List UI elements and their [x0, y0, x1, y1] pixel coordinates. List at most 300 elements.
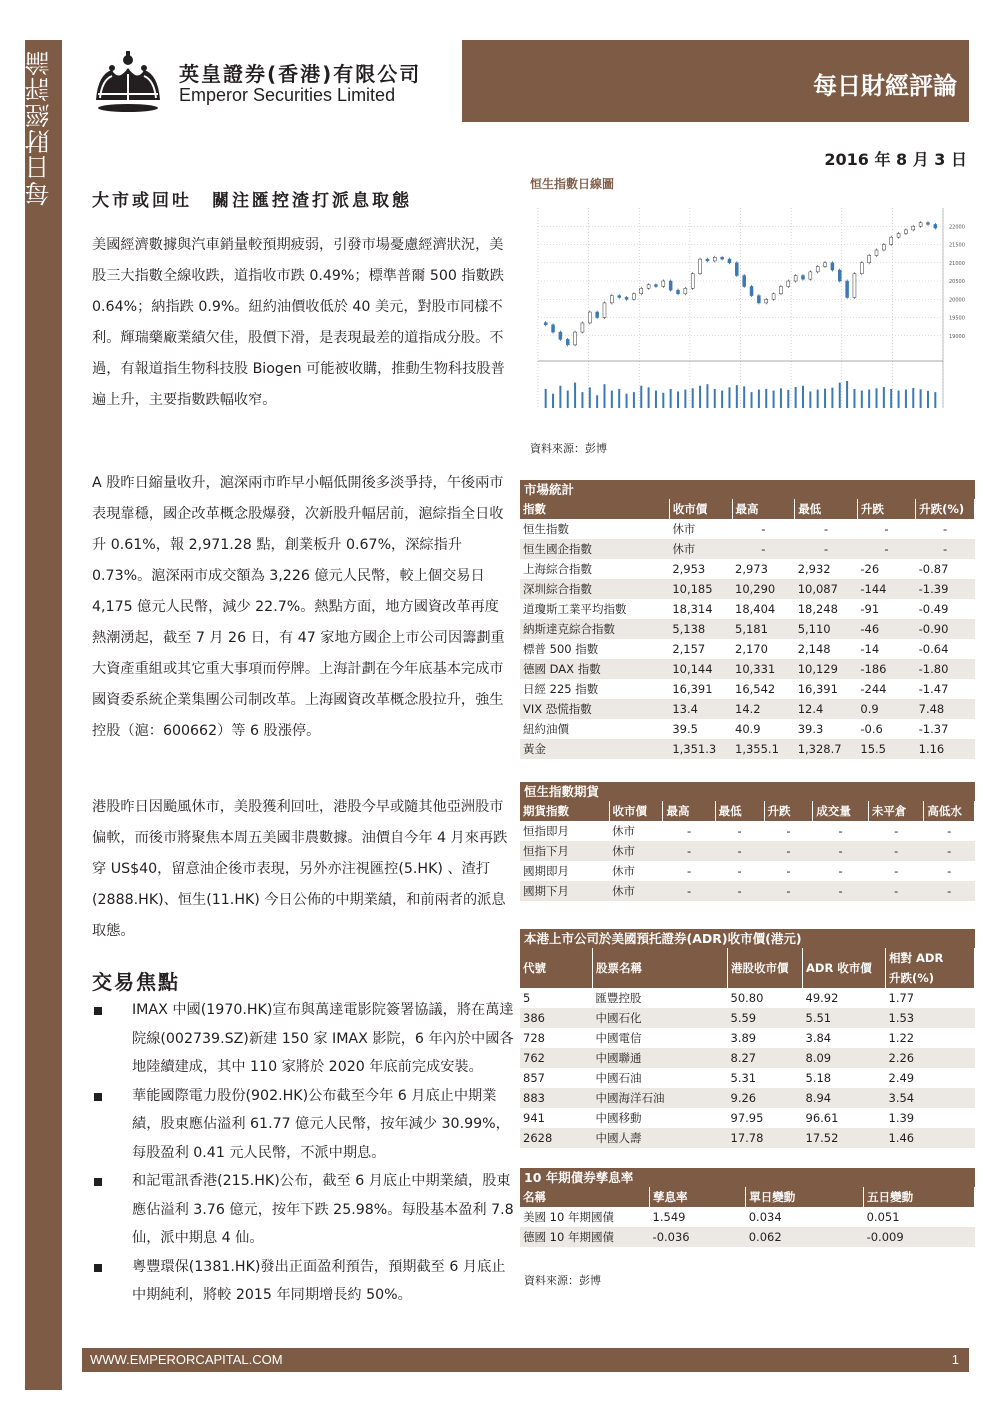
- table-row: [520, 1207, 975, 1227]
- column-header: 收市價: [609, 801, 663, 821]
- volume-bar: [545, 389, 547, 408]
- column-header: 高低水: [924, 801, 975, 821]
- article-paragraph: 港股昨日因颱風休市，美股獲利回吐，港股今早或隨其他亞洲股市偏軟，而後市將聚焦本周五美國非農數據。油價自今年 4 月來再跌穿 US$40，留意油企後市表現，另外亦注視匯控(5.HK) 、渣打(2888.HK)、恒生(11.HK) 今日公佈的中期業績，和前兩者的派息取態。: [92, 799, 508, 939]
- candle-body: [904, 230, 907, 234]
- column-header: 收市價: [669, 499, 732, 519]
- table-cell: 18,248: [797, 602, 838, 616]
- candle-body: [794, 276, 797, 281]
- table-cell: 5,138: [669, 619, 732, 639]
- table-cell: 3.54: [886, 1088, 975, 1108]
- table-cell: 國期下月: [520, 881, 609, 901]
- candle-body: [860, 263, 863, 274]
- candle-body: [566, 339, 569, 344]
- candle-body: [912, 226, 915, 230]
- table-cell: 5.18: [805, 1071, 832, 1085]
- table-cell: -186: [857, 659, 915, 679]
- table-source: 資料來源：彭博: [524, 1274, 601, 1287]
- table-cell: 13.4: [669, 699, 732, 719]
- volume-bar: [552, 394, 554, 408]
- focus-title: 交易焦點: [92, 970, 180, 994]
- table-cell: -: [838, 864, 843, 878]
- table-cell: 10,331: [732, 659, 795, 679]
- volume-bar: [795, 387, 797, 408]
- candle-body: [757, 296, 760, 303]
- table-cell: -1.39: [916, 579, 975, 599]
- candle-body: [868, 255, 871, 262]
- table-cell: 2,170: [735, 642, 768, 656]
- table-cell: -: [924, 881, 975, 901]
- table-cell: 1.22: [888, 1031, 915, 1045]
- table-cell: 0.062: [746, 1227, 864, 1247]
- chart-title: 恒生指數日線圖: [530, 177, 615, 191]
- candle-body: [596, 312, 599, 317]
- candle-body: [743, 276, 746, 287]
- volume-bar: [853, 389, 855, 408]
- report-title: 每日財經評論: [813, 72, 957, 100]
- candle-body: [772, 294, 775, 299]
- table-cell: 0.051: [866, 1210, 900, 1224]
- table-cell: -: [764, 881, 813, 901]
- candle-body: [662, 281, 665, 286]
- table-cell: -: [737, 824, 742, 838]
- adr-table: [520, 929, 975, 1148]
- column-header: 五日變動: [864, 1187, 975, 1207]
- table-title: 市場統計: [520, 480, 975, 499]
- table-cell: 386: [520, 1008, 593, 1028]
- table-cell: -: [884, 522, 889, 536]
- table-cell: -: [732, 539, 795, 559]
- volume-bar: [773, 391, 775, 408]
- candle-body: [559, 332, 562, 339]
- volume-bar: [655, 391, 657, 408]
- list-item: [92, 1082, 514, 1168]
- volume-bar: [692, 388, 694, 408]
- candle-body: [699, 259, 702, 274]
- candle-body: [618, 296, 621, 298]
- table-cell: 2.26: [886, 1048, 975, 1068]
- table-cell: -0.6: [860, 722, 883, 736]
- table-cell: -0.64: [918, 642, 949, 656]
- volume-bar: [574, 383, 576, 408]
- table-cell: -: [737, 864, 742, 878]
- volume-bar: [861, 391, 863, 408]
- volume-bar: [640, 386, 642, 408]
- table-cell: 3.89: [730, 1031, 757, 1045]
- volume-bar: [728, 387, 730, 408]
- table-cell: 16,391: [797, 682, 838, 696]
- table-cell: -: [813, 841, 869, 861]
- article-paragraph: A 股昨日縮量收升，滬深兩市昨早小幅低開後多淡爭持，午後兩市表現靠穩，國企改革概念股爆發，次新股升幅居前，滬綜指全日收升 0.61%，報 2,971.28 點，創業板升 0.67%，深綜指升 0.73%。滬深兩市成交額為 3,226 億元人民幣，較上個交易日 4,175 億元人民幣，減少 22.7%。熱點方面，地方國資改革再度熱潮湧起，截至 7 月 26 日，有 47 家地方國企上市公司因籌劃重大資產重組或其它重大事項而停牌。上海計劃在今年底基本完成市國資委系統企業集團公司制改革。上海國資改革概念股拉升，強生控股（滬：600662）等 6 股漲停。: [92, 475, 505, 739]
- table-cell: 休市: [609, 841, 663, 861]
- candle-body: [882, 245, 885, 250]
- table-row: [520, 841, 975, 861]
- table-cell: 17.52: [803, 1128, 886, 1148]
- table-cell: 0.9: [857, 699, 915, 719]
- table-cell: -0.009: [864, 1227, 975, 1247]
- volume-bar: [559, 386, 561, 408]
- candle-body: [801, 276, 804, 280]
- table-cell: 9.26: [728, 1088, 803, 1108]
- candle-body: [853, 274, 856, 298]
- table-cell: 2,148: [797, 642, 831, 656]
- volume-bar: [596, 395, 598, 408]
- table-cell: -: [715, 881, 764, 901]
- volume-bar: [684, 390, 686, 408]
- candle-body: [706, 259, 709, 261]
- table-cell: 匯豐控股: [595, 991, 642, 1005]
- volume-bar: [809, 391, 811, 408]
- table-cell: 17.78: [728, 1128, 803, 1148]
- table-cell: -0.87: [918, 562, 949, 576]
- candle-body: [640, 288, 643, 293]
- table-cell: -: [686, 864, 692, 878]
- table-cell: 中國移動: [595, 1111, 642, 1125]
- table-cell: 10,290: [732, 579, 795, 599]
- table-cell: -0.49: [918, 602, 949, 616]
- candle-body: [875, 250, 878, 255]
- volume-bar: [927, 391, 929, 408]
- volume-bar: [890, 389, 892, 408]
- volume-bar: [603, 384, 605, 408]
- table-cell: -: [838, 824, 843, 838]
- table-cell: 上海綜合指數: [523, 562, 592, 576]
- volume-bar: [831, 388, 833, 408]
- table-cell: 941: [523, 1111, 545, 1125]
- square-bullet-icon: [94, 1264, 102, 1272]
- table-cell: -: [813, 881, 869, 901]
- footer-bar: [82, 1348, 969, 1372]
- table-cell: 恒生國企指數: [520, 539, 669, 559]
- volume-bar: [699, 386, 701, 408]
- table-cell: 728: [523, 1031, 545, 1045]
- table-row: [520, 579, 975, 599]
- table-row: [520, 881, 975, 901]
- table-title: 10 年期債券孳息率: [520, 1168, 975, 1187]
- article-headline: 大市或回吐 關注匯控渣打派息取態: [92, 191, 412, 211]
- market-stats-table: [520, 480, 975, 759]
- table-cell: 96.61: [805, 1111, 839, 1125]
- table-cell: -: [823, 522, 829, 536]
- table-cell: 休市: [672, 522, 696, 536]
- candle-body: [735, 263, 738, 276]
- chart-source: 資料來源：彭博: [530, 442, 607, 455]
- hsi-daily-chart: [528, 196, 978, 432]
- table-row: [520, 519, 975, 539]
- candle-body: [919, 223, 922, 227]
- table-cell: -14: [860, 642, 880, 656]
- table-cell: -: [663, 881, 715, 901]
- table-cell: 97.95: [730, 1111, 764, 1125]
- candle-body: [809, 272, 812, 279]
- table-cell: -: [868, 881, 924, 901]
- list-item-text: 華能國際電力股份(902.HK)公布截至今年 6 月底止中期業績，股東應佔溢利 61.77 億元人民幣，按年減少 30.99%，每股盈利 0.41 元人民幣，不派中期息。: [132, 1087, 510, 1161]
- candle-body: [677, 290, 680, 294]
- table-cell: -: [916, 539, 975, 559]
- volume-bar: [567, 391, 569, 408]
- volume-bar: [721, 391, 723, 408]
- table-cell: -: [715, 841, 764, 861]
- volume-bar: [905, 390, 907, 408]
- column-header: 港股收市價: [728, 948, 803, 988]
- volume-bar: [846, 381, 848, 408]
- volume-bar: [670, 389, 672, 408]
- focus-list: [92, 996, 514, 1310]
- table-cell: 2,157: [672, 642, 706, 656]
- table-cell: -: [663, 841, 715, 861]
- y-tick-label: 19500: [949, 315, 965, 322]
- table-cell: VIX 恐慌指數: [520, 699, 669, 719]
- table-row: [520, 821, 975, 841]
- table-row: [520, 988, 975, 1008]
- volume-bar: [868, 390, 870, 408]
- table-title: 本港上市公司於美國預托證券(ADR)收市價(港元): [520, 929, 975, 948]
- header-bar: [82, 40, 969, 122]
- table-row: [520, 861, 975, 881]
- table-cell: -: [924, 841, 975, 861]
- table-cell: 1.16: [916, 739, 975, 759]
- volume-bar: [898, 391, 900, 408]
- table-cell: -91: [860, 602, 880, 616]
- table-cell: -: [764, 841, 813, 861]
- table-cell: 10,185: [669, 579, 732, 599]
- candle-body: [787, 281, 790, 286]
- column-header: 升跌: [857, 499, 915, 519]
- candle-body: [897, 234, 900, 238]
- volume-bar: [633, 392, 635, 408]
- table-cell: 納斯達克綜合指數: [520, 619, 669, 639]
- candle-body: [779, 286, 782, 293]
- table-cell: 休市: [612, 824, 636, 838]
- table-cell: 40.9: [735, 722, 761, 736]
- table-row: [520, 679, 975, 699]
- table-cell: -144: [857, 579, 915, 599]
- page-number: 1: [951, 1352, 959, 1367]
- volume-bar: [743, 386, 745, 408]
- column-header: 最低: [795, 499, 858, 519]
- column-header: 升跌: [764, 801, 813, 821]
- table-cell: 恒生指數: [523, 522, 569, 536]
- table-row: [520, 1227, 975, 1247]
- candle-body: [838, 270, 841, 281]
- table-cell: 中國人壽: [593, 1128, 728, 1148]
- table-cell: 1,355.1: [732, 739, 795, 759]
- candle-body: [654, 285, 657, 287]
- table-cell: 1.46: [886, 1128, 975, 1148]
- volume-bar: [876, 388, 878, 408]
- table-cell: -: [947, 824, 952, 838]
- volume-bar: [714, 389, 716, 408]
- table-cell: 1.77: [888, 991, 915, 1005]
- table-cell: 10,129: [795, 659, 858, 679]
- y-tick-label: 21500: [949, 242, 965, 249]
- table-cell: -: [686, 824, 692, 838]
- column-header: 單日變動: [746, 1187, 864, 1207]
- table-cell: 18,314: [672, 602, 713, 616]
- volume-bar: [751, 392, 753, 408]
- column-header: 最高: [732, 499, 795, 519]
- table-cell: 5.31: [730, 1071, 757, 1085]
- column-header: 未平倉: [868, 801, 924, 821]
- table-cell: 0.034: [748, 1210, 782, 1224]
- sidebar-band: [25, 40, 62, 1390]
- table-cell: 8.27: [728, 1048, 803, 1068]
- volume-bar: [648, 387, 650, 408]
- table-cell: 中國海洋石油: [593, 1088, 728, 1108]
- table-cell: 883: [520, 1088, 593, 1108]
- table-cell: -: [947, 864, 952, 878]
- candle-body: [669, 281, 672, 290]
- table-cell: 紐約油價: [523, 722, 569, 736]
- volume-bar: [817, 390, 819, 408]
- table-row: [520, 639, 975, 659]
- list-item-text: 和記電訊香港(215.HK)公布，截至 6 月底止中期業績，股東應佔溢利 3.76 億元，按年下跌 25.98%。每股基本盈利 7.8 仙，派中期息 4 仙。: [132, 1173, 514, 1246]
- table-cell: -1.37: [918, 722, 949, 736]
- candle-body: [544, 323, 547, 325]
- table-row: [520, 1008, 975, 1028]
- table-cell: 5: [523, 991, 531, 1005]
- table-cell: 39.5: [672, 722, 698, 736]
- crown-logo-icon: [88, 48, 168, 114]
- candle-body: [603, 303, 606, 318]
- list-item: [92, 996, 514, 1082]
- table-row: [520, 619, 975, 639]
- candle-body: [816, 266, 819, 271]
- table-cell: 恒指即月: [523, 824, 569, 838]
- volume-bar: [611, 391, 613, 408]
- table-cell: 50.80: [730, 991, 764, 1005]
- volume-bar: [839, 383, 841, 408]
- table-cell: 7.48: [916, 699, 975, 719]
- table-row: [520, 559, 975, 579]
- table-cell: 休市: [609, 881, 663, 901]
- y-tick-label: 21000: [949, 260, 965, 267]
- table-row: [520, 719, 975, 739]
- table-cell: 日經 225 指數: [523, 682, 599, 696]
- company-name-cn: 英皇證券(香港)有限公司: [179, 62, 422, 86]
- volume-bar: [883, 387, 885, 408]
- column-header: 指數: [520, 499, 669, 519]
- company-name-en: Emperor Securities Limited: [179, 85, 396, 105]
- table-cell: 5,110: [795, 619, 858, 639]
- table-cell: -26: [860, 562, 880, 576]
- column-header: 名稱: [520, 1187, 650, 1207]
- square-bullet-icon: [94, 1093, 102, 1101]
- table-cell: 美國 10 年期國債: [523, 1210, 614, 1224]
- candle-body: [691, 274, 694, 289]
- volume-bar: [765, 389, 767, 408]
- table-cell: 857: [523, 1071, 545, 1085]
- futures-table: [520, 782, 975, 901]
- table-row: [520, 1088, 975, 1108]
- table-cell: 39.3: [797, 722, 824, 736]
- list-item-text: IMAX 中國(1970.HK)宣布與萬達電影院簽署協議，將在萬達院線(002739.SZ)新建 150 家 IMAX 影院，6 年內於中國各地陸續建成，其中 110 家將於 2020 年底前完成安裝。: [132, 1002, 514, 1075]
- table-cell: 18,404: [735, 602, 776, 616]
- table-cell: 5.59: [728, 1008, 803, 1028]
- table-cell: -1.47: [918, 682, 949, 696]
- header-logo-panel: [82, 40, 462, 122]
- candle-body: [581, 323, 584, 332]
- candle-body: [765, 299, 768, 303]
- candle-body: [588, 312, 591, 323]
- table-cell: 14.2: [732, 699, 795, 719]
- candle-body: [713, 257, 716, 261]
- footer-website-link[interactable]: WWW.EMPERORCAPITAL.COM: [90, 1352, 283, 1367]
- table-cell: 16,542: [735, 682, 776, 696]
- table-cell: 道瓊斯工業平均指數: [523, 602, 627, 616]
- table-cell: 2,953: [672, 562, 706, 576]
- sidebar-title: 每日財經評論: [24, 50, 53, 206]
- candle-body: [750, 286, 753, 295]
- table-cell: -: [894, 824, 899, 838]
- table-cell: -0.036: [650, 1227, 746, 1247]
- y-tick-label: 22000: [949, 224, 965, 231]
- table-cell: 中國石油: [595, 1071, 642, 1085]
- volume-bar: [758, 390, 760, 408]
- volume-bar: [662, 393, 664, 408]
- table-cell: 國期即月: [523, 864, 569, 878]
- table-cell: 10,144: [669, 659, 732, 679]
- table-cell: 10,087: [795, 579, 858, 599]
- y-tick-label: 20000: [949, 297, 965, 304]
- table-row: [520, 739, 975, 759]
- column-header: 最高: [663, 801, 715, 821]
- table-cell: 德國 10 年期國債: [520, 1227, 650, 1247]
- table-cell: 標普 500 指數: [523, 642, 599, 656]
- column-header: 孳息率: [650, 1187, 746, 1207]
- candle-body: [684, 288, 687, 293]
- candle-body: [934, 224, 937, 228]
- candle-body: [926, 223, 929, 225]
- volume-bar: [589, 387, 591, 408]
- candle-body: [647, 285, 650, 289]
- list-item-text: 粵豐環保(1381.HK)發出正面盈利預告，預期截至 6 月底止中期純利，將較 2015 年同期增長約 50%。: [132, 1258, 506, 1303]
- volume-bar: [780, 388, 782, 408]
- column-header: 期貨指數: [520, 801, 609, 821]
- volume-bar: [706, 384, 708, 408]
- candle-body: [574, 332, 577, 345]
- table-cell: 5.51: [803, 1008, 886, 1028]
- table-cell: -: [786, 864, 791, 878]
- table-cell: 8.09: [803, 1048, 886, 1068]
- table-cell: 2.49: [888, 1071, 915, 1085]
- square-bullet-icon: [94, 1007, 102, 1015]
- candle-body: [824, 263, 827, 267]
- table-cell: -: [857, 539, 915, 559]
- column-header: 升跌(%): [916, 499, 975, 519]
- y-tick-label: 19000: [949, 333, 965, 340]
- volume-bar: [787, 390, 789, 408]
- report-date: 2016 年 8 月 3 日: [824, 150, 967, 169]
- table-cell: 中國石化: [593, 1008, 728, 1028]
- bond-yield-table: [520, 1168, 975, 1247]
- table-title: 恒生指數期貨: [520, 782, 975, 801]
- table-cell: 恒指下月: [520, 841, 609, 861]
- column-header: 股票名稱: [593, 948, 728, 988]
- table-row: [520, 599, 975, 619]
- square-bullet-icon: [94, 1178, 102, 1186]
- volume-bar: [626, 394, 628, 408]
- table-row: [520, 1048, 975, 1068]
- table-cell: 中國電信: [595, 1031, 642, 1045]
- list-item: [92, 1253, 514, 1310]
- candle-body: [632, 294, 635, 299]
- list-item: [92, 1167, 514, 1253]
- table-cell: 1.39: [888, 1111, 915, 1125]
- candle-body: [831, 263, 834, 270]
- table-cell: 黃金: [520, 739, 669, 759]
- table-cell: 中國聯通: [593, 1048, 728, 1068]
- volume-bar: [581, 392, 583, 408]
